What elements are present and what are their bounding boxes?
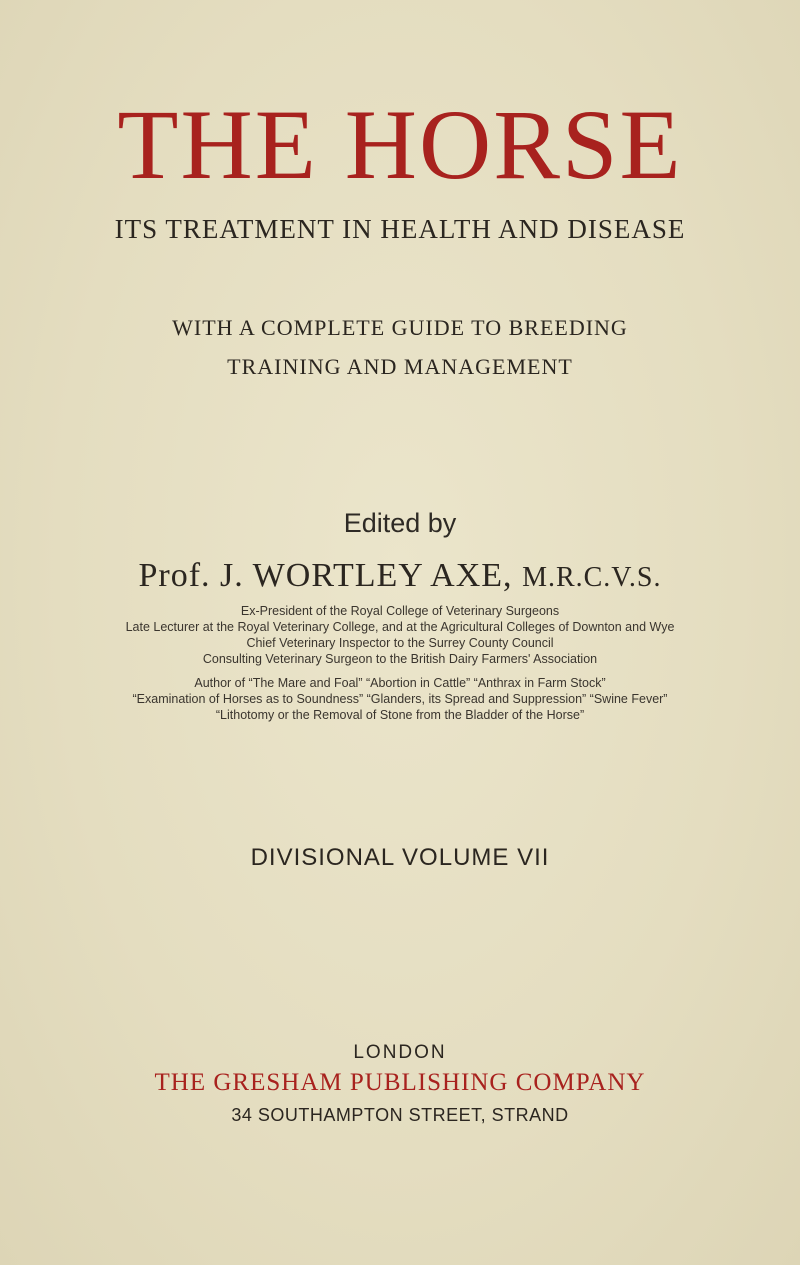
credential-line: Late Lecturer at the Royal Veterinary College, and at the Agricultural Colleges of Downton and Wye (125, 620, 675, 634)
book-subtitle: ITS TREATMENT IN HEALTH AND DISEASE (114, 214, 686, 244)
publisher-city: LONDON (353, 1042, 447, 1063)
publisher-name: THE GRESHAM PUBLISHING COMPANY (154, 1069, 646, 1096)
guide-line-1: WITH A COMPLETE GUIDE TO BREEDING (172, 315, 628, 340)
credential-line: Ex-President of the Royal College of Veterinary Surgeons (240, 604, 560, 618)
author-of-line: “Examination of Horses as to Soundness” “Glanders, its Spread and Suppression” “Swine Fever” (132, 692, 668, 706)
editor-degrees: M.R.C.V.S. (522, 562, 662, 593)
editor-name (0, 557, 800, 595)
volume-label: DIVISIONAL VOLUME VII (250, 844, 550, 871)
author-of-line: Author of “The Mare and Foal” “Abortion in Cattle” “Anthrax in Farm Stock” (194, 676, 606, 690)
credential-line: Consulting Veterinary Surgeon to the British Dairy Farmers' Association (202, 652, 598, 666)
guide-line-2: TRAINING AND MANAGEMENT (227, 354, 573, 379)
author-of-line: “Lithotomy or the Removal of Stone from the Bladder of the Horse” (215, 708, 585, 722)
edited-by-label: Edited by (343, 508, 457, 538)
editor-name-text: Prof. J. WORTLEY AXE, (138, 557, 513, 594)
book-title: THE HORSE (117, 89, 683, 200)
publisher-address: 34 SOUTHAMPTON STREET, STRAND (231, 1105, 569, 1125)
credential-line: Chief Veterinary Inspector to the Surrey County Council (246, 636, 554, 650)
